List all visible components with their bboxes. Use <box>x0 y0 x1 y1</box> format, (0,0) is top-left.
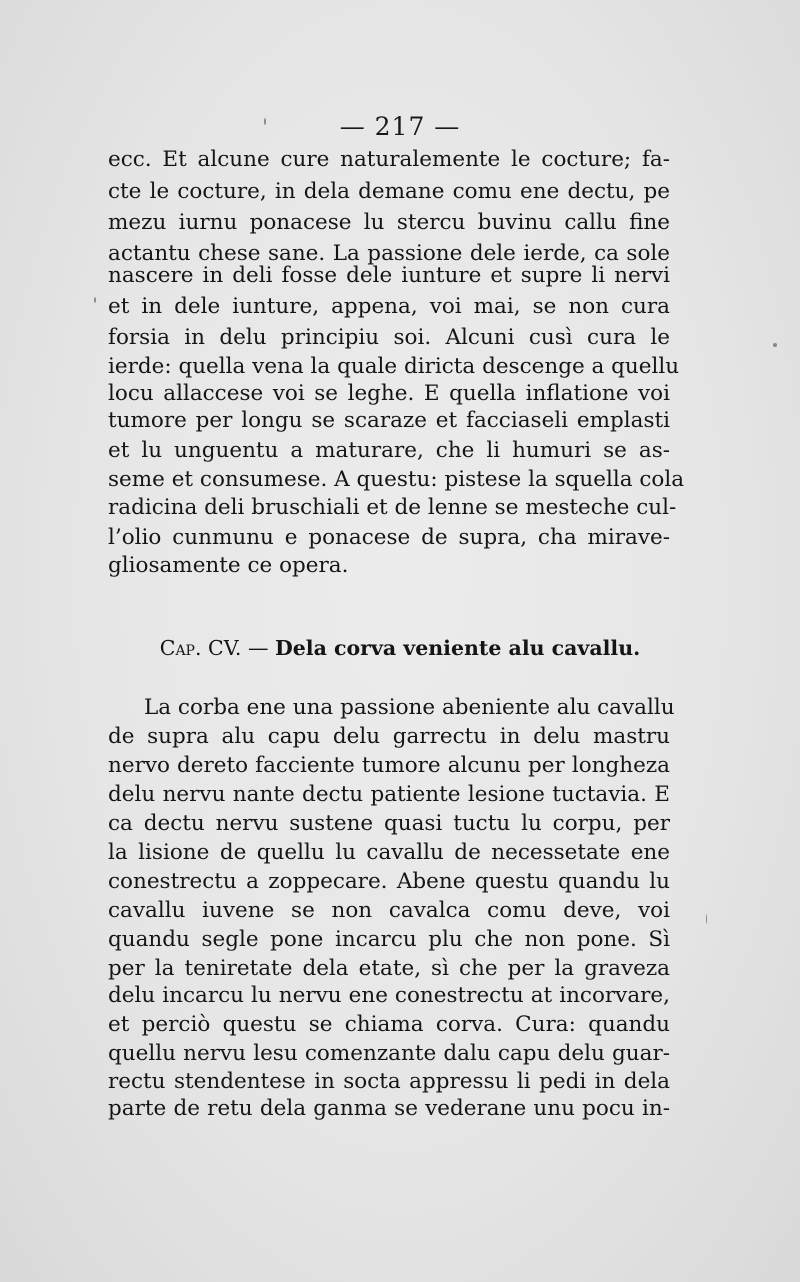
paper-speck <box>773 343 777 347</box>
text-line: conestrectu a zoppecare. Abene questu quandu lu <box>108 869 670 894</box>
text-line: et perciò questu se chiama corva. Cura: quandu <box>108 1012 670 1037</box>
text-line: delu nervu nante dectu patiente lesione tuctavia. E <box>108 782 670 807</box>
text-line: la lisione de quellu lu cavallu de necessetate ene <box>108 840 670 865</box>
text-line: de supra alu capu delu garrectu in delu mastru <box>108 724 670 749</box>
text-line: cte le cocture, in dela demane comu ene dectu, pe <box>108 179 670 204</box>
text-line: forsia in delu principiu soi. Alcuni cusì cura le <box>108 325 670 350</box>
text-line: seme et consumese. A questu: pistese la squella cola <box>108 467 685 492</box>
text-line: delu incarcu lu nervu ene conestrectu at incorvare, <box>108 983 670 1008</box>
text-line: gliosamente ce opera. <box>108 553 349 578</box>
page-number: — 217 — <box>339 112 461 141</box>
text-line: nascere in deli fosse dele iunture et supre li nervi <box>108 263 670 288</box>
text-line: ierde: quella vena la quale diricta descenge a quellu <box>108 354 680 379</box>
text-line: locu allaccese voi se leghe. E quella inflatione voi <box>108 381 670 406</box>
text-line: quellu nervu lesu comenzante dalu capu delu guar- <box>108 1041 670 1066</box>
text-line: actantu chese sane. La passione dele ierde, ca sole <box>108 241 670 266</box>
text-line: La corba ene una passione abeniente alu cavallu <box>144 695 675 720</box>
text-line: tumore per longu se scaraze et facciaseli emplasti <box>108 408 670 433</box>
chapter-dash: — <box>241 636 275 660</box>
text-line: ecc. Et alcune cure naturalemente le cocture; fa- <box>108 147 670 172</box>
text-line: mezu iurnu ponacese lu stercu buvinu callu fine <box>108 210 670 235</box>
text-line: ca dectu nervu sustene quasi tuctu lu corpu, per <box>108 811 670 836</box>
text-line: radicina deli bruschiali et de lenne se mesteche cul- <box>108 495 677 520</box>
chapter-title: Dela corva veniente alu cavallu. <box>274 636 641 660</box>
paper-speck <box>706 914 707 924</box>
text-line: l’olio cunmunu e ponacese de supra, cha mirave- <box>108 525 670 550</box>
text-line: rectu stendentese in socta appressu li pedi in dela <box>108 1069 670 1094</box>
text-line: cavallu iuvene se non cavalca comu deve, voi <box>108 898 670 923</box>
chapter-heading <box>0 636 800 660</box>
text-line: per la teniretate dela etate, sì che per la graveza <box>108 956 670 981</box>
text-line: quandu segle pone incarcu plu che non pone. Sì <box>108 927 670 952</box>
text-line: et lu unguentu a maturare, che li humuri se as- <box>108 438 670 463</box>
paper-speck <box>94 297 96 303</box>
paper-speck <box>264 118 266 125</box>
text-line: et in dele iunture, appena, voi mai, se non cura <box>108 294 670 319</box>
text-line: parte de retu dela ganma se vederane unu pocu in- <box>108 1096 670 1121</box>
text-line: nervo dereto facciente tumore alcunu per longheza <box>108 753 670 778</box>
chapter-label: Cap. CV. <box>159 636 242 660</box>
